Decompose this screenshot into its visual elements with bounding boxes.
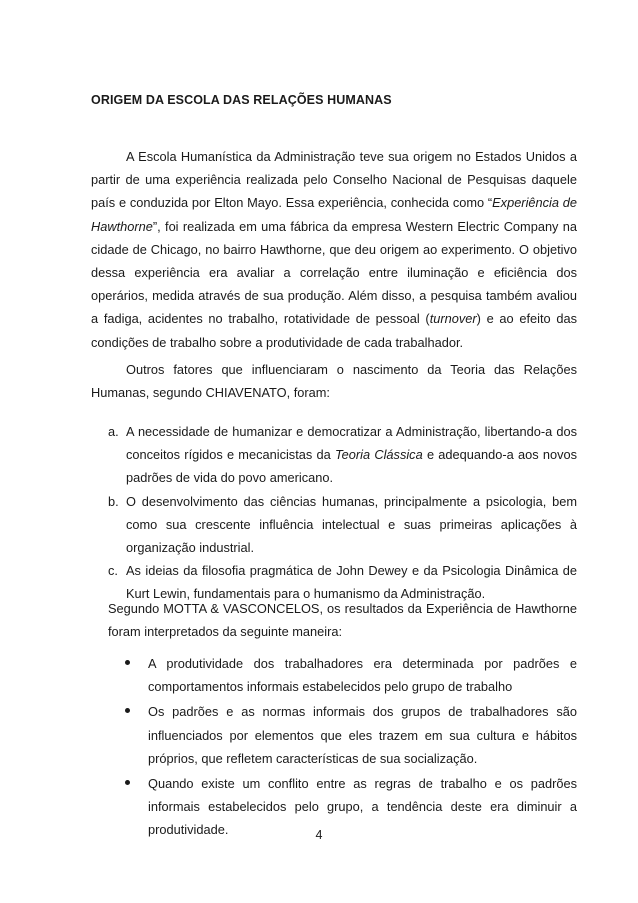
bullet-icon xyxy=(125,660,130,665)
list-item-text: Quando existe um conflito entre as regras de trabalho e os padrões informais estabelecidos pelo grupo, a tendência deste era diminuir a produtividade. xyxy=(148,776,577,838)
list-item xyxy=(108,652,577,698)
bullet-icon xyxy=(125,708,130,713)
factors-list xyxy=(91,420,577,606)
hawthorne-experiment-term: Experiência de Hawthorne xyxy=(91,195,578,234)
classical-theory-term: Teoria Clássica xyxy=(335,447,423,463)
list-item-text: e adequando-a aos novos padrões de vida do povo americano. xyxy=(126,447,577,486)
page-number: 4 xyxy=(315,828,323,842)
list-item xyxy=(108,700,577,770)
paragraph-origin-text-3: ) e ao efeito das condições de trabalho sobre a produtividade de cada trabalhador. xyxy=(91,311,577,350)
paragraph-origin-text-2: ”, foi realizada em uma fábrica da empresa Western Electric Company na cidade de Chicago, no bairro Hawthorne, que deu origem ao experimento. O objetivo dessa experiência era avaliar a correlação entre iluminação e eficiência dos operários, medida através de sua produção. Além disso, a pesquisa também avaliou a fadiga, acidentes no trabalho, rotatividade de pessoal ( xyxy=(91,218,577,327)
list-marker: b. xyxy=(108,493,119,509)
paragraph-origin-text-1: A Escola Humanística da Administração teve sua origem no Estados Unidos a partir de uma experiência realizada pelo Conselho Nacional de Pesquisas daquele país e conduzida por Elton Mayo. Essa experiência, conhecida como “ xyxy=(91,149,577,211)
results-list xyxy=(108,652,577,844)
list-marker: a. xyxy=(108,424,119,439)
paragraph-origin xyxy=(91,145,577,354)
turnover-term: turnover xyxy=(429,311,477,327)
paragraph-factors: Outros fatores que influenciaram o nascimento da Teoria das Relações Humanas, segundo CHIAVENATO, foram: xyxy=(91,362,577,401)
list-item-text: O desenvolvimento das ciências humanas, principalmente a psicologia, bem como sua crescente influência intelectual e suas primeiras aplicações à organização industrial. xyxy=(126,493,577,556)
list-item-text: A produtividade dos trabalhadores era determinada por padrões e comportamentos informais estabelecidos pelo grupo de trabalho xyxy=(148,656,577,695)
bullet-icon xyxy=(125,780,130,785)
list-marker: c. xyxy=(108,563,118,579)
list-item-text: A necessidade de humanizar e democratizar a Administração, libertando-a dos conceitos rígidos e mecanicistas da xyxy=(126,424,577,463)
list-item xyxy=(91,490,577,560)
list-item-text: Os padrões e as normas informais dos grupos de trabalhadores são influenciados por elementos que eles trazem em sua cultura e hábitos próprios, que refletem características de sua socialização. xyxy=(148,704,577,766)
paragraph-results: Segundo MOTTA & VASCONCELOS, os resultados da Experiência de Hawthorne foram interpretados da seguinte maneira: xyxy=(108,601,577,640)
list-item xyxy=(91,420,577,490)
list-item-text: As ideias da filosofia pragmática de John Dewey e da Psicologia Dinâmica de Kurt Lewin, fundamentais para o humanismo da Administração. xyxy=(126,563,577,602)
section-title: ORIGEM DA ESCOLA DAS RELAÇÕES HUMANAS xyxy=(91,93,392,107)
